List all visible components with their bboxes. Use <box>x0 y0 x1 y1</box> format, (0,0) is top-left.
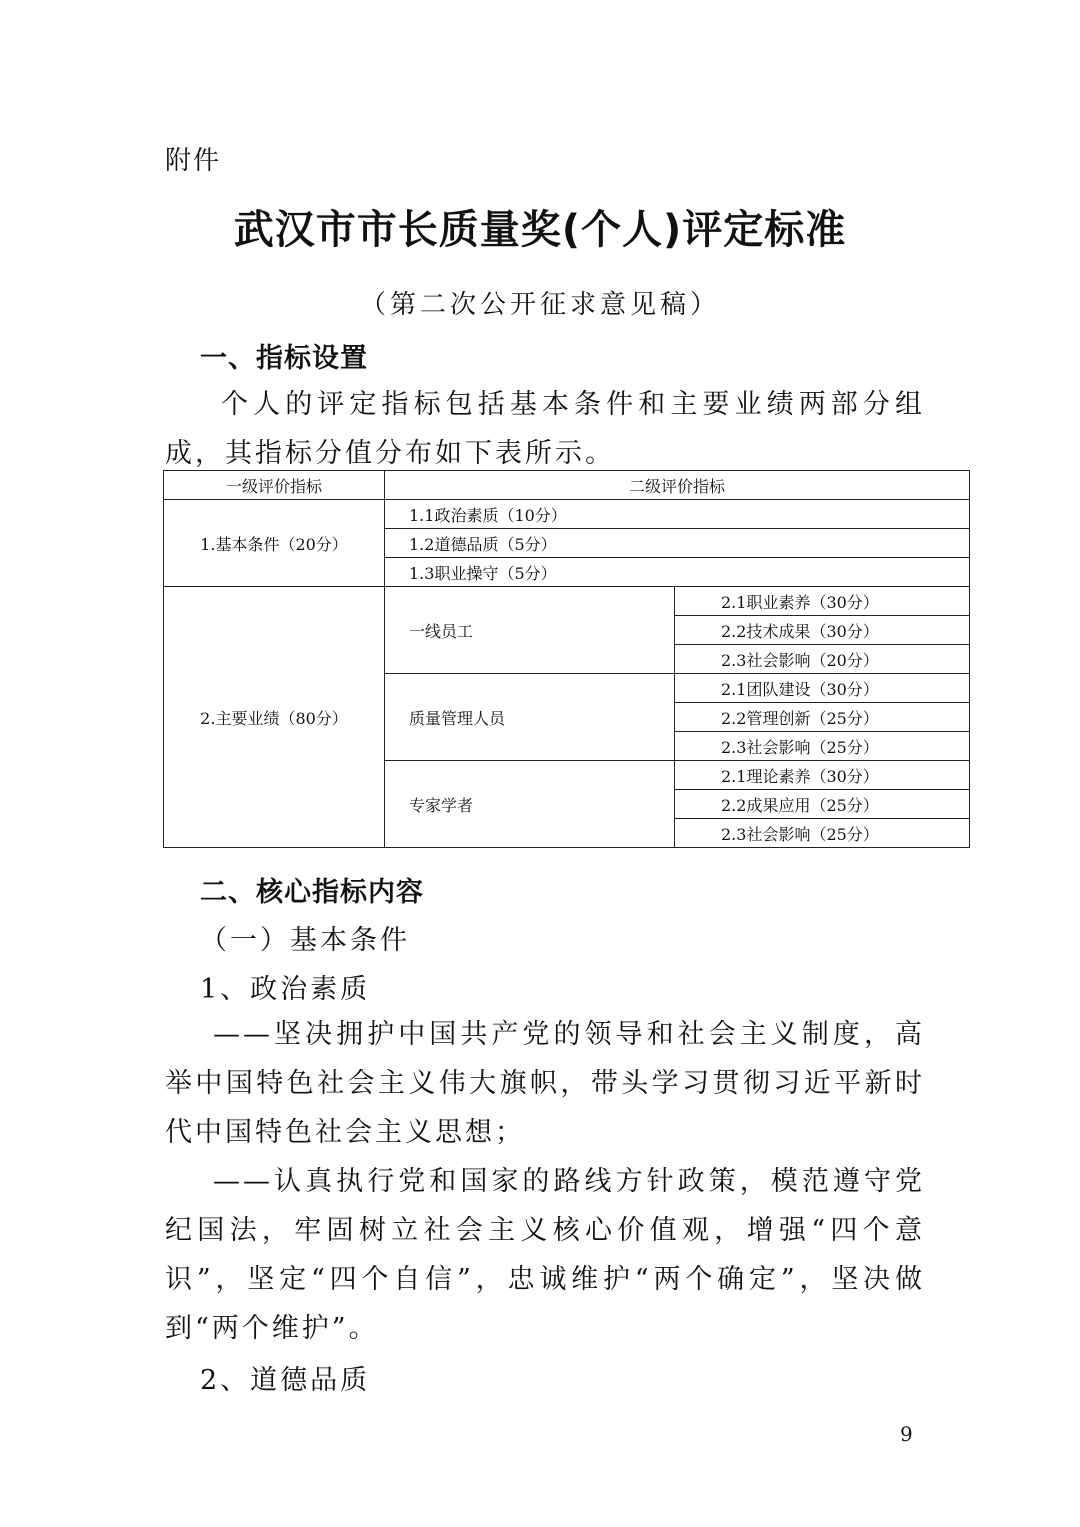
section2-heading: 二、核心指标内容 <box>200 877 424 908</box>
table-row <box>164 500 970 529</box>
group-item-cell: 2.2技术成果（30分） <box>675 616 970 645</box>
table-header-row <box>164 471 970 500</box>
subsection-heading: （一）基本条件 <box>200 925 410 956</box>
table-header-level2: 二级评价指标 <box>385 471 970 500</box>
group-item-cell: 2.3社会影响（20分） <box>675 645 970 674</box>
basic-item-cell: 1.1政治素质（10分） <box>385 500 970 529</box>
item1-title: 1、政治素质 <box>200 974 371 1005</box>
item1-paragraph-2: ——认真执行党和国家的路线方针政策，模范遵守党纪国法，牢固树立社会主义核心价值观，增强“四个意识”，坚定“四个自信”，忠诚维护“两个确定”，坚决做到“两个维护”。 <box>165 1166 925 1344</box>
basic-item-cell: 1.2道德品质（5分） <box>385 529 970 558</box>
group-item-cell: 2.3社会影响（25分） <box>675 819 970 848</box>
group-item-cell: 2.1职业素养（30分） <box>675 587 970 616</box>
basic-item-cell: 1.3职业操守（5分） <box>385 558 970 587</box>
document-subtitle: （第二次公开征求意见稿） <box>359 290 720 320</box>
group-item-cell: 2.1团队建设（30分） <box>675 674 970 703</box>
group-cell-frontline: 一线员工 <box>385 587 675 674</box>
table-header-level1: 一级评价指标 <box>164 471 385 500</box>
basic-conditions-cell: 1.基本条件（20分） <box>164 500 385 587</box>
section1-heading: 一、指标设置 <box>200 343 368 374</box>
group-cell-quality-managers: 质量管理人员 <box>385 674 675 761</box>
section1-intro: 个人的评定指标包括基本条件和主要业绩两部分组成，其指标分值分布如下表所示。 <box>165 389 925 469</box>
attachment-label: 附件 <box>165 146 222 176</box>
item2-title: 2、道德品质 <box>200 1365 371 1396</box>
item1-paragraph-1: ——坚决拥护中国共产党的领导和社会主义制度，高举中国特色社会主义伟大旗帜，带头学习贯彻习近平新时代中国特色社会主义思想； <box>165 1019 925 1148</box>
group-item-cell: 2.2管理创新（25分） <box>675 703 970 732</box>
group-item-cell: 2.3社会影响（25分） <box>675 732 970 761</box>
group-item-cell: 2.2成果应用（25分） <box>675 790 970 819</box>
document-title: 武汉市市长质量奖(个人)评定标准 <box>233 207 847 253</box>
group-cell-experts: 专家学者 <box>385 761 675 848</box>
page-number: 9 <box>900 1422 913 1446</box>
score-table <box>163 470 970 848</box>
performance-cell: 2.主要业绩（80分） <box>164 587 385 848</box>
group-item-cell: 2.1理论素养（30分） <box>675 761 970 790</box>
table-row <box>164 587 970 616</box>
